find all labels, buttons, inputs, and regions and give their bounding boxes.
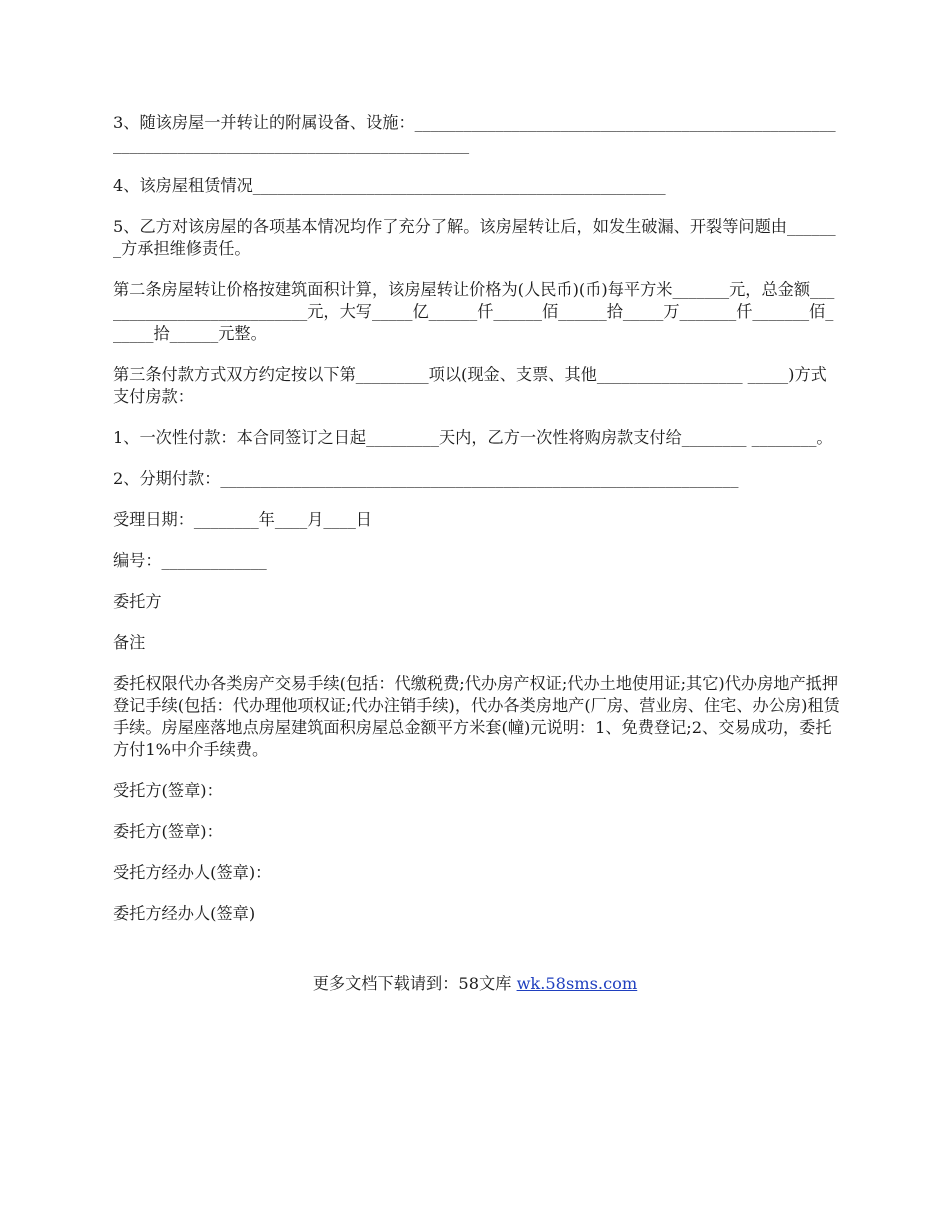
clause-repair-responsibility: 5、乙方对该房屋的各项基本情况均作了充分了解。该房屋转让后，如发生破漏、开裂等问题由_______方承担维修责任。 bbox=[113, 217, 836, 258]
clause-transfer-price: 第二条房屋转让价格按建筑面积计算，该房屋转让价格为(人民币)(币)每平方米_______元，总金额___________________________元，大写_____亿______仟______佰______拾_____万_______仟_______佰______拾______元整。 bbox=[113, 280, 835, 343]
footer-link[interactable]: wk.58sms.com bbox=[516, 974, 638, 993]
remarks-label: 备注 bbox=[113, 633, 146, 652]
serial-number: 编号：_____________ bbox=[113, 551, 267, 570]
principal-handler-signature: 委托方经办人(签章) bbox=[113, 904, 256, 923]
clause-installment-payment: 2、分期付款：________________________________________________________________ bbox=[113, 469, 739, 488]
authorization-scope: 委托权限代办各类房产交易手续(包括：代缴税费;代办房产权证;代办土地使用证;其它)代办房地产抵押登记手续(包括：代办理他项权证;代办注销手续)，代办各类房地产(厂房、营业房、住宅、办公房)租赁手续。房屋座落地点房屋建筑面积房屋总金额平方米套(幢)元说明：1、免费登记;2、交易成功，委托方付1%中介手续费。 bbox=[113, 674, 840, 759]
document-body bbox=[113, 112, 841, 944]
agent-handler-signature: 受托方经办人(签章)： bbox=[113, 863, 272, 882]
clause-lease-status: 4、该房屋租赁情况___________________________________________________ bbox=[113, 176, 666, 195]
clause-lump-sum-payment: 1、一次性付款：本合同签订之日起_________天内，乙方一次性将购房款支付给________ ________。 bbox=[113, 428, 833, 447]
clause-payment-method: 第三条付款方式双方约定按以下第_________项以(现金、支票、其他__________________ _____)方式支付房款： bbox=[113, 365, 827, 406]
principal-label: 委托方 bbox=[113, 592, 162, 611]
principal-signature: 委托方(签章)： bbox=[113, 822, 223, 841]
download-footer bbox=[0, 973, 950, 995]
acceptance-date: 受理日期：________年____月____日 bbox=[113, 510, 372, 529]
footer-text: 更多文档下载请到：58文库 bbox=[312, 974, 517, 993]
clause-attached-facilities: 3、随该房屋一并转让的附属设备、设施：________________________________________________________________________________________________ bbox=[113, 113, 836, 154]
agent-signature: 受托方(签章)： bbox=[113, 781, 223, 800]
